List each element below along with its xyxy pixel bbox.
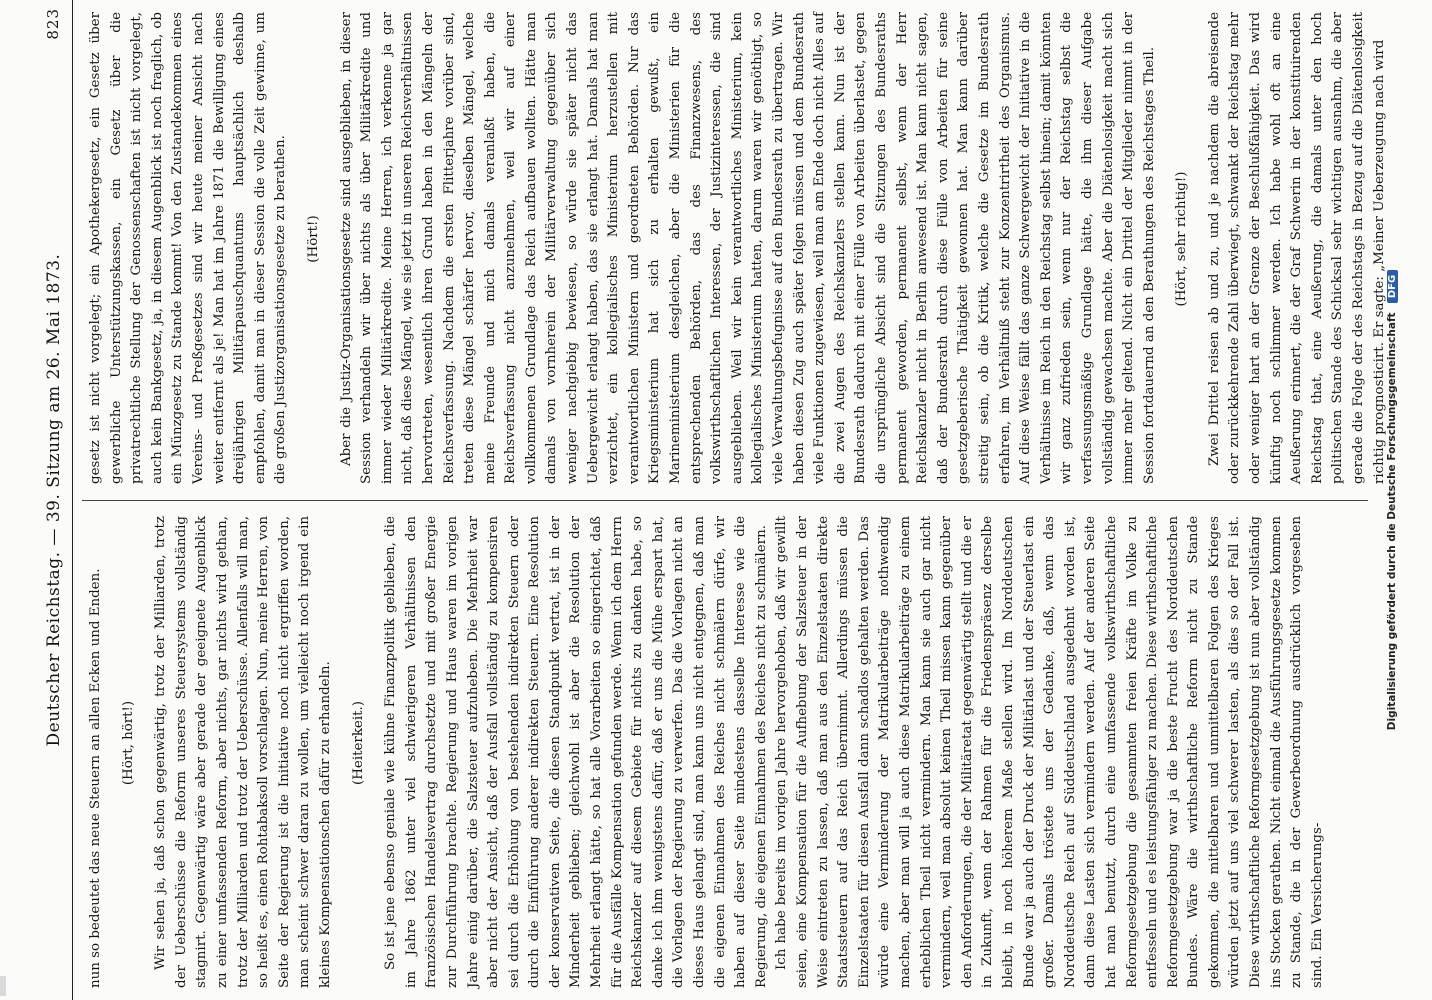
page-header [40, 0, 70, 1000]
interjection: (Heiterkeit.) [350, 701, 366, 785]
dfg-logo: DFG [1387, 270, 1398, 303]
scan-edge-mark [0, 976, 6, 996]
digitization-credit [1386, 0, 1398, 1000]
paragraph: Wir sehen ja, daß schon gegenwärtig, trotz der Milliarden, trotz der Ueberschüsse die Reform unseres Steuersystems vollständig stagnirt. Gegenwärtig wäre aber gerade der geeignete Augenblick zu einer umfassenden Reform, aber nichts, gar nichts wird gethan, trotz der Milliarden und trotz der Ueberschüsse. Allenfalls will man, so heißt es, einen Rohtabaksoll vorschlagen. Nun, meine Herren, von Seite der Regierung ist die Initiative noch nicht ergriffen worden, man scheint schwer daran zu wollen, um vielleicht noch irgend ein kleines Kompensationschen dafür zu erhandeln. [153, 516, 333, 988]
right-text-column [86, 12, 1387, 484]
paragraph-continued: nun so bedeutet das neue Steuern an allen Ecken und Enden. [88, 568, 103, 988]
running-title: Deutscher Reichstag. — 39. Sitzung am 26. Mai 1873. [44, 253, 64, 747]
paragraph-continued: gesetz ist nicht vorgelegt; ein Apothekergesetz, ein Gesetz über gewerbliche Unterstützungskassen, ein Gesetz über die privatrechtliche Stellung der Genossenschaften ist nicht vorgelegt, auch kein Bankgesetz, ja, in diesem Augenblick ist noch fraglich, ob ein Münzgesetz zu Stande kommt! Von den Zustandekommen eines Vereins- und Preßgesetzes sind wir heute meiner Ansicht nach weiter entfernt als je! Man hat im Jahre 1871 die Bewilligung eines dreijährigen Militärpauschquantums hauptsächlich deshalb empfohlen, damit man in dieser Session die volle Zeit gewinne, um die großen Justizorganisationsgesetze zu berathen. [88, 12, 289, 484]
paragraph: So ist jene ebenso geniale wie kühne Finanzpolitik geblieben, die im Jahre 1862 unter viel schwierigeren Verhältnissen den französischen Handelsvertrag durchsetzte und mit großer Energie zur Durchführung brachte. Regierung und Haus waren im vorigen Jahre einig darüber, die Salzsteuer aufzuheben. Die Mehrheit war aber nicht der Ansicht, daß der Ausfall vollständig zu kompensiren sei durch die Erhöhung von bestehenden indirekten Steuern oder durch die Einführung anderer indirekten Steuern. Eine Resolution der konservativen Seite, die diesen Standpunkt vertrat, ist in der Minderheit geblieben; gleichwohl ist aber die Resolution der Mehrheit erlangt hätte, so hat alle Vorarbeiten so eingerichtet, daß für die Ausfälle Kompensation gefunden werde. Wenn ich dem Herrn Reichskanzler auf diesem Gebiete für nichts zu danken habe, so danke ich ihm wenigstens dafür, daß er uns die Mühe erspart hat, die Vorlagen der Regierung zu verwerfen. Das die Vorlagen nicht an dieses Haus gelangt sind, man kann uns nicht entgegnen, daß man die eigenen Einnahmen des Reiches nicht schmälern dürfe, wir haben auf dieser Seite mindestens dasselbe Interesse wie die Regierung, die eigenen Einnahmen des Reiches nicht zu schmälern. [383, 516, 769, 988]
page-number: 823 [44, 8, 62, 40]
interjection: (Hört, hört!) [120, 700, 136, 786]
left-text-column [86, 516, 1364, 988]
paragraph: Zwei Drittel reisen ab und zu, und je nachdem die abreisende oder zurückkehrende Zahl überwiegt, schwankt der Reichstag mehr oder weniger hart an der Grenze der Beschlußfähigkeit. Das wird künftig noch schlimmer werden. Ich habe wohl oft an eine Aeußerung erinnert, die der Graf Schwerin in der konstituirenden Reichstag that, eine Aeußerung, die damals unter den hoch politischen Stande des Schicksal sehr wichtigen ausnahm, die aber gerade die Folge der des Reichstags in Bezug auf die Diätenlosigkeit richtig prognosticirt. Er sagte: „Meiner Ueberzeugung nach wird [1206, 12, 1387, 484]
header-rule [72, 0, 73, 1000]
column-divider [82, 500, 1368, 501]
interjection: (Hört!) [305, 215, 321, 263]
interjection: (Hört, sehr richtig!) [1174, 171, 1190, 307]
paragraph: Aber die Justiz-Organisationsgesetze sind ausgeblieben, in dieser Session verhandeln wir über nichts als über Militärkredite und immer wieder Militärkredite. Meine Herren, ich verkenne ja gar nicht, daß diese Mängel, wie sie jetzt in unseren Reichsverhältnissen hervortreten, wesentlich ihren Grund haben in den Mängeln der Reichsverfassung. Nachdem die ersten Flitterjahre vorüber sind, treten diese Mängel schärfer hervor, dieselben Mängel, welche meine Freunde und mich damals veranlaßt haben, die Reichsverfassung nicht anzunehmen, weil wir auf einer vollkommenen Grundlage das Reich aufbauen wollten. Hätte man damals von vornherein der Militärverwaltung gegenüber sich weniger nachgiebig bewiesen, so würde sie später nicht das Uebergewicht erlangt haben, das sie erlangt hat. Damals hat man verzichtet, ein kollegialisches Ministerium herzustellen mit verantwortlichen Ministern und geordneten Behörden. Nur das Kriegsministerium hat sich zu erhalten gewußt, ein Marineministerium desgleichen, aber die Ministerien für die entsprechenden Behörden, das des Finanzwesens, des volkswirthschaftlichen Interessen, der Justizinteressen, die sind ausgeblieben. Weil wir kein verantwortliches Ministerium, kein kollegialisches Ministerium hatten, darum waren wir genöthigt, so viele Verwaltungsbefugnisse auf den Bundesrath zu übertragen. Wir haben diesen Zug auch später folgen müssen und dem Bundesrath viele Funktionen zugewiesen, weil man am Ende doch nicht Alles auf die zwei Augen des Reichskanzlers stellen kann. Nun ist der Bundesrath dadurch mit einer Fülle von Arbeiten überlastet, gegen die ursprüngliche Absicht sind die Sitzungen des Bundesraths permanent geworden, permanent selbst, wenn der Herr Reichskanzler nicht in Berlin anwesend ist. Man kann nicht sagen, daß der Bundesrath durch diese Fülle von Arbeiten für seine gesetzgeberische Thätigkeit gewonnen hat. Man kann darüber streitig sein, ob die Kritik, welche die Gesetze im Bundesrath erfahren, im Verhältniß steht zur Konzentrirtheit des Organismus. Auf diese Weise fällt das ganze Schwergewicht der Initiative in die Verhältnisse im Reich in den Reichstag selbst hinein; damit könnten wir ganz zufrieden sein, wenn nur der Reichstag selbst die verfassungsmäßige Grundlage hätte, die ihm dieser Aufgabe vollständig gewachsen machte. Aber die Diätenlosigkeit macht sich immer mehr geltend. Nicht ein Drittel der Mitglieder nimmt in der Session fortdauernd an den Berathungen des Reichstages Theil. [338, 12, 1157, 484]
credit-text: Digitalisierung gefördert durch die Deutsche Forschungsgemeinschaft [1386, 312, 1398, 731]
paragraph: Ich habe bereits im vorigen Jahre hervorgehoben, daß wir gewillt seien, eine Kompensation für die Aufhebung der Salzsteuer in der Weise eintreten zu lassen, daß man aus den Einzelstaaten direkte Staatssteuern auf das Reich übernimmt. Allerdings müssen die Einzelstaaten für diesen Ausfall dann schadlos gehalten werden. Das würde eine Verminderung der Matrikularbeiträge nothwendig machen, aber man will ja auch diese Matrikularbeiträge zu einem erheblichen Theil nicht vermindern. Man kann sie auch gar nicht vermindern, weil man absolut keinen Theil missen kann gegenüber den Anforderungen, die der Militäretat gegenwärtig stellt und die er in Zukunft, wenn der Rahmen für die Friedenspräsenz derselbe bleibt, in noch höherem Maße stellen wird. Im Norddeutschen Bunde war ja auch der Druck der Militärlast und der Steuerlast ein großer. Damals tröstete uns der Gedanke, daß, wenn das Norddeutsche Reich auf Süddeutschland ausgedehnt worden ist, dann diese Lasten sich vermindern werden. Auf der anderen Seite hat man benutzt, durch eine umfassende volkswirthschaftliche Reformgesetzgebung die gesammten freien Kräfte im Volke zu entfesseln und es leistungsfähiger zu machen. Diese wirthschaftliche Reformgesetzgebung war ja die beste Frucht des Norddeutschen Bundes. Wäre die wirthschaftliche Reform nicht zu Stande gekommen, die mittelbaren und unmittelbaren Folgen des Krieges würden jetzt auf uns viel schwerer lasten, als dies so der Fall ist. Diese wirthschaftliche Reformgesetzgebung ist nun aber vollständig ins Stocken gerathen. Nicht einmal die Ausführungsgesetze kommen zu Stande, die in der Gewerbeordnung ausdrücklich vorgesehen sind. Ein Versicherungs- [774, 516, 1325, 988]
